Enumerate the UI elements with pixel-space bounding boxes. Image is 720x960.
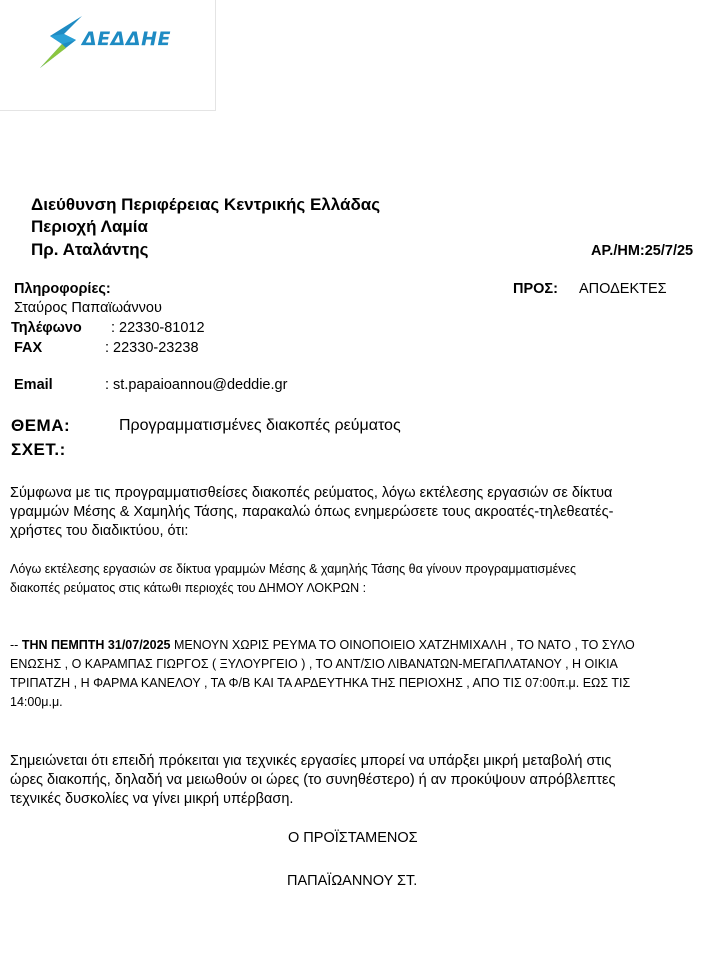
outage-paragraph: -- ΤΗΝ ΠΕΜΠΤΗ 31/07/2025 ΜΕΝΟΥΝ ΧΩΡΙΣ ΡΕΥΜΑ ΤΟ ΟΙΝΟΠΟΙΕΙΟ ΧΑΤΖΗΜΙΧΑΛΗ , ΤΟ ΝΑΤΟ , ΤΟ ΣΥΛΟ ΕΝΩΣΗΣ , Ο ΚΑΡΑΜΠΑΣ ΓΙΩΡΓΟΣ ( ΞΥΛΟΥΡΓΕΙΟ ) , ΤΟ ΑΝΤ/ΣΙΟ ΛΙΒΑΝΑΤΩΝ-ΜΕΓΑΠΛΑΤΑΝΟΥ , Η ΟΙΚΙΑ ΤΡΙΠΑΤΖΗ , Η ΦΑΡΜΑ ΚΑΝΕΛΟΥ , ΤΑ Φ/Β ΚΑΙ ΤΑ ΑΡΔΕΥΤΗΚΑ ΤΗΣ ΠΕΡΙΟΧΗΣ , ΑΠΟ ΤΙΣ 07:00π.μ. ΕΩΣ ΤΙΣ 14:00μ.μ. — [10, 638, 635, 709]
notice-paragraph: Λόγω εκτέλεσης εργασιών σε δίκτυα γραμμών Μέσης & χαμηλής Τάσης θα γίνουν προγραμματισμένες διακοπές ρεύματος στις κάτωθι περιοχές του ΔΗΜΟΥ ΛΟΚΡΩΝ : — [10, 562, 577, 595]
lightning-bolt-icon — [36, 14, 88, 70]
logo-area — [0, 0, 216, 111]
header-directorate: Διεύθυνση Περιφέρειας Κεντρικής Ελλάδας — [31, 195, 381, 214]
reference-number: ΑΡ./ΗΜ:25/7/25 — [591, 243, 694, 259]
email-value: : st.papaioannou@deddie.gr — [105, 377, 288, 393]
contact-name: Σταύρος Παπαϊωάννου — [14, 300, 162, 316]
signature-title: Ο ΠΡΟΪΣΤΑΜΕΝΟΣ — [288, 830, 418, 846]
phone-label: Τηλέφωνο — [11, 320, 82, 336]
signature-name: ΠΑΠΑΪΩΑΝΝΟΥ ΣΤ. — [287, 873, 418, 889]
fax-value: : 22330-23238 — [105, 340, 199, 356]
subject-value: Προγραμματισμένες διακοπές ρεύματος — [119, 417, 401, 434]
recipient-value: ΑΠΟΔΕΚΤΕΣ — [579, 281, 667, 297]
related-label: ΣΧΕΤ.: — [11, 440, 66, 459]
phone-value: : 22330-81012 — [111, 320, 205, 336]
email-label: Email — [14, 377, 53, 393]
header-region: Περιοχή Λαμία — [31, 217, 148, 236]
header-office: Πρ. Αταλάντης — [31, 240, 149, 259]
fax-label: FAX — [14, 340, 43, 356]
recipient-label: ΠΡΟΣ: — [513, 281, 558, 297]
subject-label: ΘΕΜΑ: — [11, 416, 71, 435]
company-logo-text: ΔΕΔΔΗΕ — [82, 28, 171, 50]
intro-paragraph: Σύμφωνα με τις προγραμματισθείσες διακοπές ρεύματος, λόγω εκτέλεσης εργασιών σε δίκτυα γραμμών Μέσης & Χαμηλής Τάσης, παρακαλώ όπως ενημερώσετε τους ακροατές-τηλεθεατές- χρήστες του διαδικτύου, ότι: — [10, 485, 614, 539]
outage-date: ΤΗΝ ΠΕΜΠΤΗ 31/07/2025 — [21, 638, 171, 652]
note-paragraph: Σημειώνεται ότι επειδή πρόκειται για τεχνικές εργασίες μπορεί να υπάρξει μικρή μεταβολή στις ώρες διακοπής, δηλαδή να μειωθούν οι ώρες (το συνηθέστερο) ή αν προκύψουν απρόβλεπτες τεχνικές δυσκολίες να γίνει μικρή υπέρβαση. — [10, 753, 616, 807]
info-label: Πληροφορίες: — [14, 281, 111, 297]
